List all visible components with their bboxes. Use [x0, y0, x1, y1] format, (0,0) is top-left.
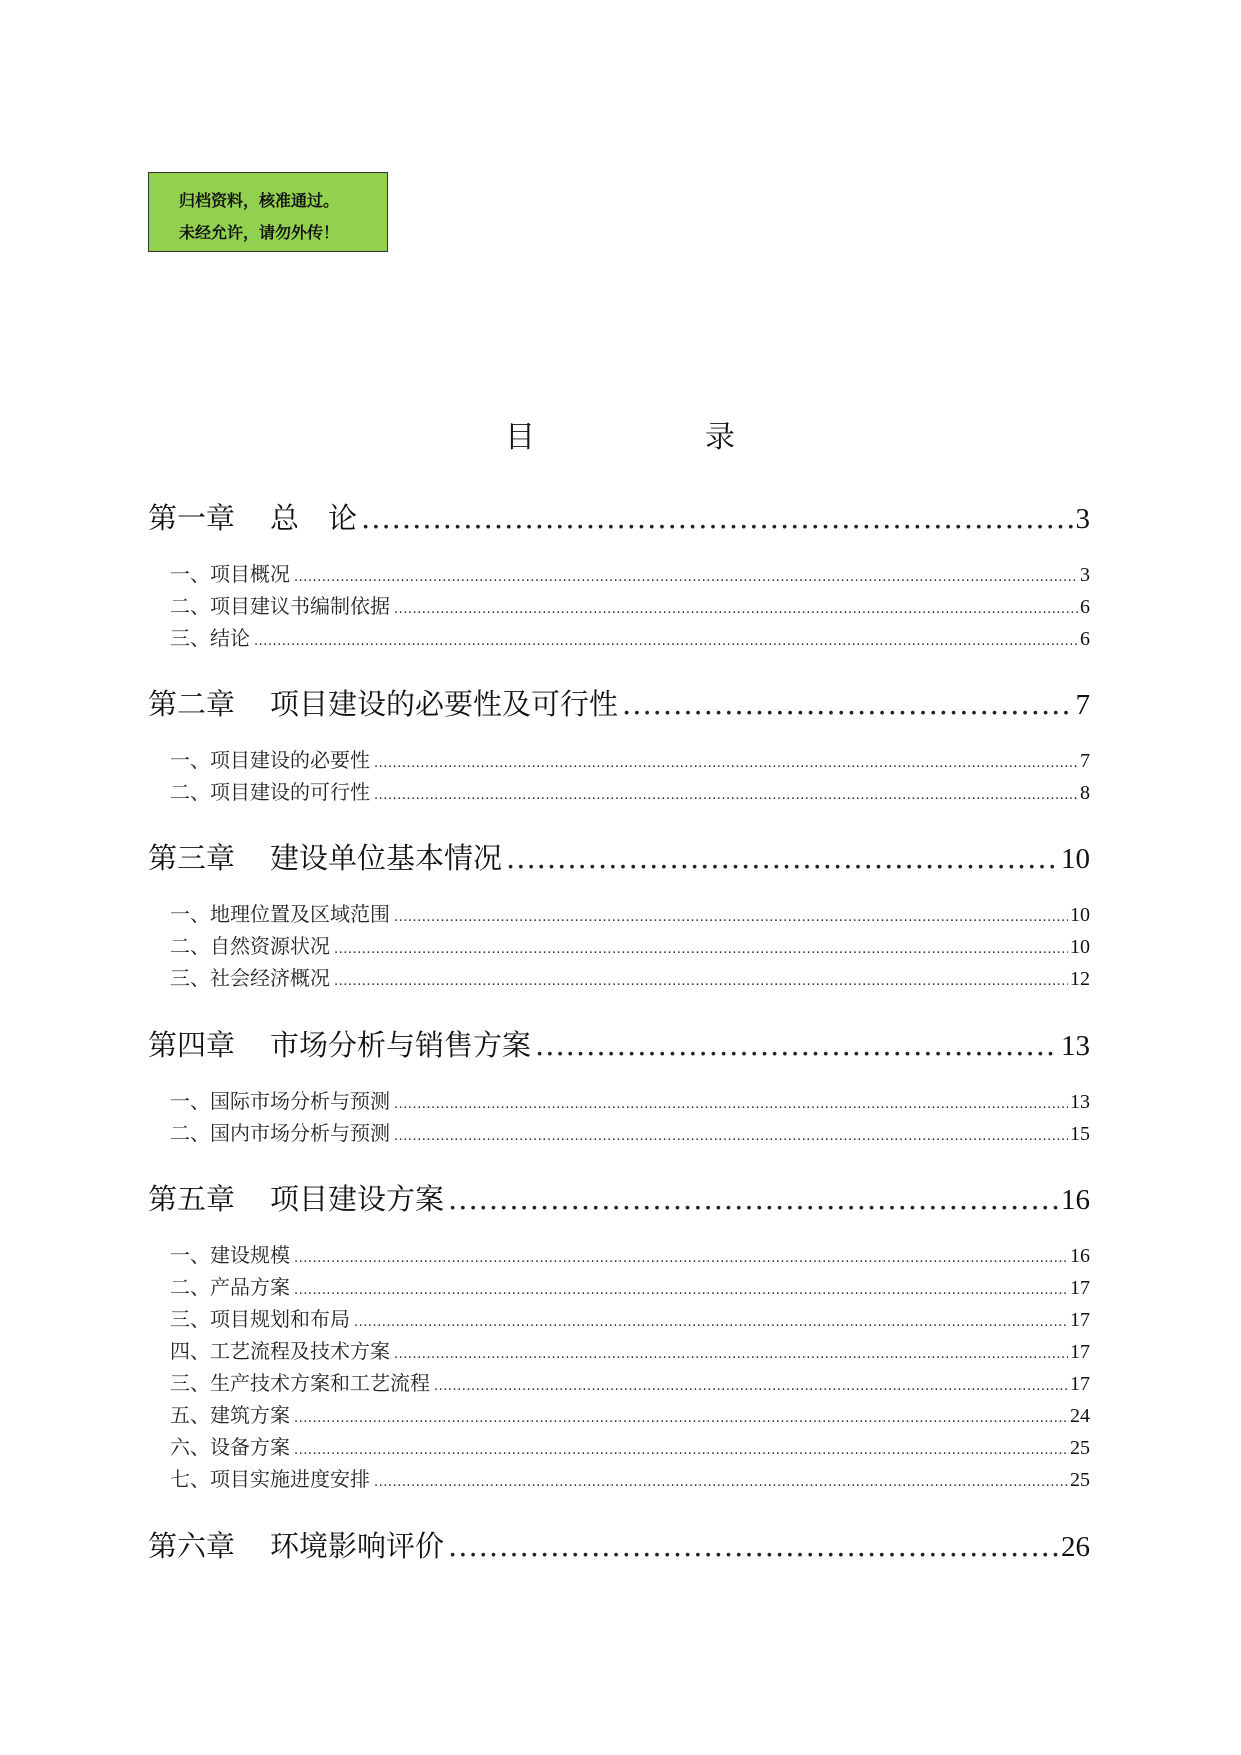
- section-label: 五、建筑方案: [170, 1403, 290, 1427]
- section-page: 10: [1070, 936, 1090, 958]
- leader-dots: [294, 1283, 1068, 1298]
- toc-section[interactable]: [170, 1085, 1090, 1113]
- section-page: 13: [1070, 1091, 1090, 1113]
- section-page: 8: [1080, 782, 1090, 804]
- leader-dots: [394, 910, 1068, 925]
- section-page: 12: [1070, 968, 1090, 990]
- chapter-title: 项目建设的必要性及可行性: [270, 687, 619, 721]
- section-page: 17: [1070, 1373, 1090, 1395]
- leader-dots: [535, 1028, 1059, 1062]
- leader-dots: [294, 570, 1078, 585]
- chapter-title: 项目建设方案: [270, 1182, 445, 1216]
- section-label: 二、项目建议书编制依据: [170, 594, 390, 618]
- chapter-page: 7: [1075, 689, 1090, 721]
- section-label: 三、生产技术方案和工艺流程: [170, 1371, 430, 1395]
- leader-dots: [334, 974, 1068, 989]
- chapter-page: 16: [1061, 1184, 1090, 1216]
- toc-section[interactable]: [170, 1431, 1090, 1459]
- toc-section[interactable]: [170, 1463, 1090, 1491]
- section-label: 二、项目建设的可行性: [170, 780, 370, 804]
- chapter-number: 第四章: [148, 1028, 236, 1062]
- section-label: 一、地理位置及区域范围: [170, 902, 390, 926]
- section-label: 三、结论: [170, 626, 250, 650]
- toc-section[interactable]: [170, 930, 1090, 958]
- section-page: 15: [1070, 1123, 1090, 1145]
- toc-title-right: 录: [705, 420, 735, 455]
- section-label: 四、工艺流程及技术方案: [170, 1339, 390, 1363]
- section-page: 17: [1070, 1341, 1090, 1363]
- section-label: 六、设备方案: [170, 1435, 290, 1459]
- leader-dots: [448, 1182, 1059, 1216]
- chapter-page: 13: [1061, 1030, 1090, 1062]
- leader-dots: [394, 1097, 1068, 1112]
- toc-section[interactable]: [170, 898, 1090, 926]
- section-page: 6: [1080, 628, 1090, 650]
- toc-section[interactable]: [170, 558, 1090, 586]
- chapter-title: 建设单位基本情况: [270, 841, 503, 875]
- section-page: 25: [1070, 1469, 1090, 1491]
- section-label: 一、建设规模: [170, 1243, 290, 1267]
- chapter-number: 第六章: [148, 1529, 236, 1563]
- toc-chapter-5[interactable]: [148, 1177, 1090, 1217]
- section-label: 三、项目规划和布局: [170, 1307, 350, 1331]
- leader-dots: [394, 602, 1078, 617]
- leader-dots: [622, 687, 1073, 721]
- toc-chapter-3[interactable]: [148, 836, 1090, 876]
- toc-section[interactable]: [170, 622, 1090, 650]
- section-page: 6: [1080, 596, 1090, 618]
- leader-dots: [374, 1475, 1068, 1490]
- section-page: 24: [1070, 1405, 1090, 1427]
- chapter-number: 第五章: [148, 1182, 236, 1216]
- archive-stamp: [148, 172, 388, 252]
- section-page: 17: [1070, 1309, 1090, 1331]
- section-label: 三、社会经济概况: [170, 966, 330, 990]
- section-label: 一、项目建设的必要性: [170, 748, 370, 772]
- toc-title: [505, 412, 735, 456]
- section-page: 7: [1080, 750, 1090, 772]
- leader-dots: [374, 756, 1078, 771]
- leader-dots: [394, 1129, 1068, 1144]
- section-label: 二、自然资源状况: [170, 934, 330, 958]
- leader-dots: [361, 501, 1073, 535]
- section-label: 二、国内市场分析与预测: [170, 1121, 390, 1145]
- stamp-line-2: 未经允许，请勿外传！: [179, 223, 340, 242]
- toc-section[interactable]: [170, 1117, 1090, 1145]
- chapter-title: 总 论: [270, 501, 358, 535]
- section-page: 17: [1070, 1277, 1090, 1299]
- chapter-title: 市场分析与销售方案: [270, 1028, 532, 1062]
- toc-section[interactable]: [170, 1399, 1090, 1427]
- toc-section[interactable]: [170, 1335, 1090, 1363]
- leader-dots: [294, 1411, 1068, 1426]
- chapter-page: 26: [1061, 1531, 1090, 1563]
- section-page: 25: [1070, 1437, 1090, 1459]
- stamp-line-1: 归档资料，核准通过。: [179, 191, 340, 210]
- leader-dots: [334, 942, 1068, 957]
- chapter-page: 3: [1075, 503, 1090, 535]
- toc-section[interactable]: [170, 1367, 1090, 1395]
- leader-dots: [448, 1529, 1059, 1563]
- leader-dots: [434, 1379, 1068, 1394]
- section-page: 10: [1070, 904, 1090, 926]
- toc-section[interactable]: [170, 590, 1090, 618]
- section-page: 16: [1070, 1245, 1090, 1267]
- leader-dots: [374, 788, 1078, 803]
- toc-section[interactable]: [170, 1303, 1090, 1331]
- toc-section[interactable]: [170, 962, 1090, 990]
- toc-section[interactable]: [170, 1271, 1090, 1299]
- section-label: 七、项目实施进度安排: [170, 1467, 370, 1491]
- chapter-number: 第一章: [148, 501, 236, 535]
- toc-title-left: 目: [505, 420, 535, 455]
- toc-section[interactable]: [170, 1239, 1090, 1267]
- toc-chapter-6[interactable]: [148, 1524, 1090, 1564]
- chapter-number: 第二章: [148, 687, 236, 721]
- section-label: 一、项目概况: [170, 562, 290, 586]
- leader-dots: [294, 1251, 1068, 1266]
- leader-dots: [394, 1347, 1068, 1362]
- toc-chapter-1[interactable]: [148, 496, 1090, 536]
- chapter-page: 10: [1061, 843, 1090, 875]
- leader-dots: [354, 1315, 1068, 1330]
- toc-section[interactable]: [170, 744, 1090, 772]
- section-label: 一、国际市场分析与预测: [170, 1089, 390, 1113]
- toc-chapter-4[interactable]: [148, 1023, 1090, 1063]
- chapter-number: 第三章: [148, 841, 236, 875]
- toc-chapter-2[interactable]: [148, 682, 1090, 722]
- chapter-title: 环境影响评价: [270, 1529, 445, 1563]
- toc-section[interactable]: [170, 776, 1090, 804]
- section-page: 3: [1080, 564, 1090, 586]
- leader-dots: [294, 1443, 1068, 1458]
- leader-dots: [506, 841, 1059, 875]
- leader-dots: [254, 634, 1078, 649]
- section-label: 二、产品方案: [170, 1275, 290, 1299]
